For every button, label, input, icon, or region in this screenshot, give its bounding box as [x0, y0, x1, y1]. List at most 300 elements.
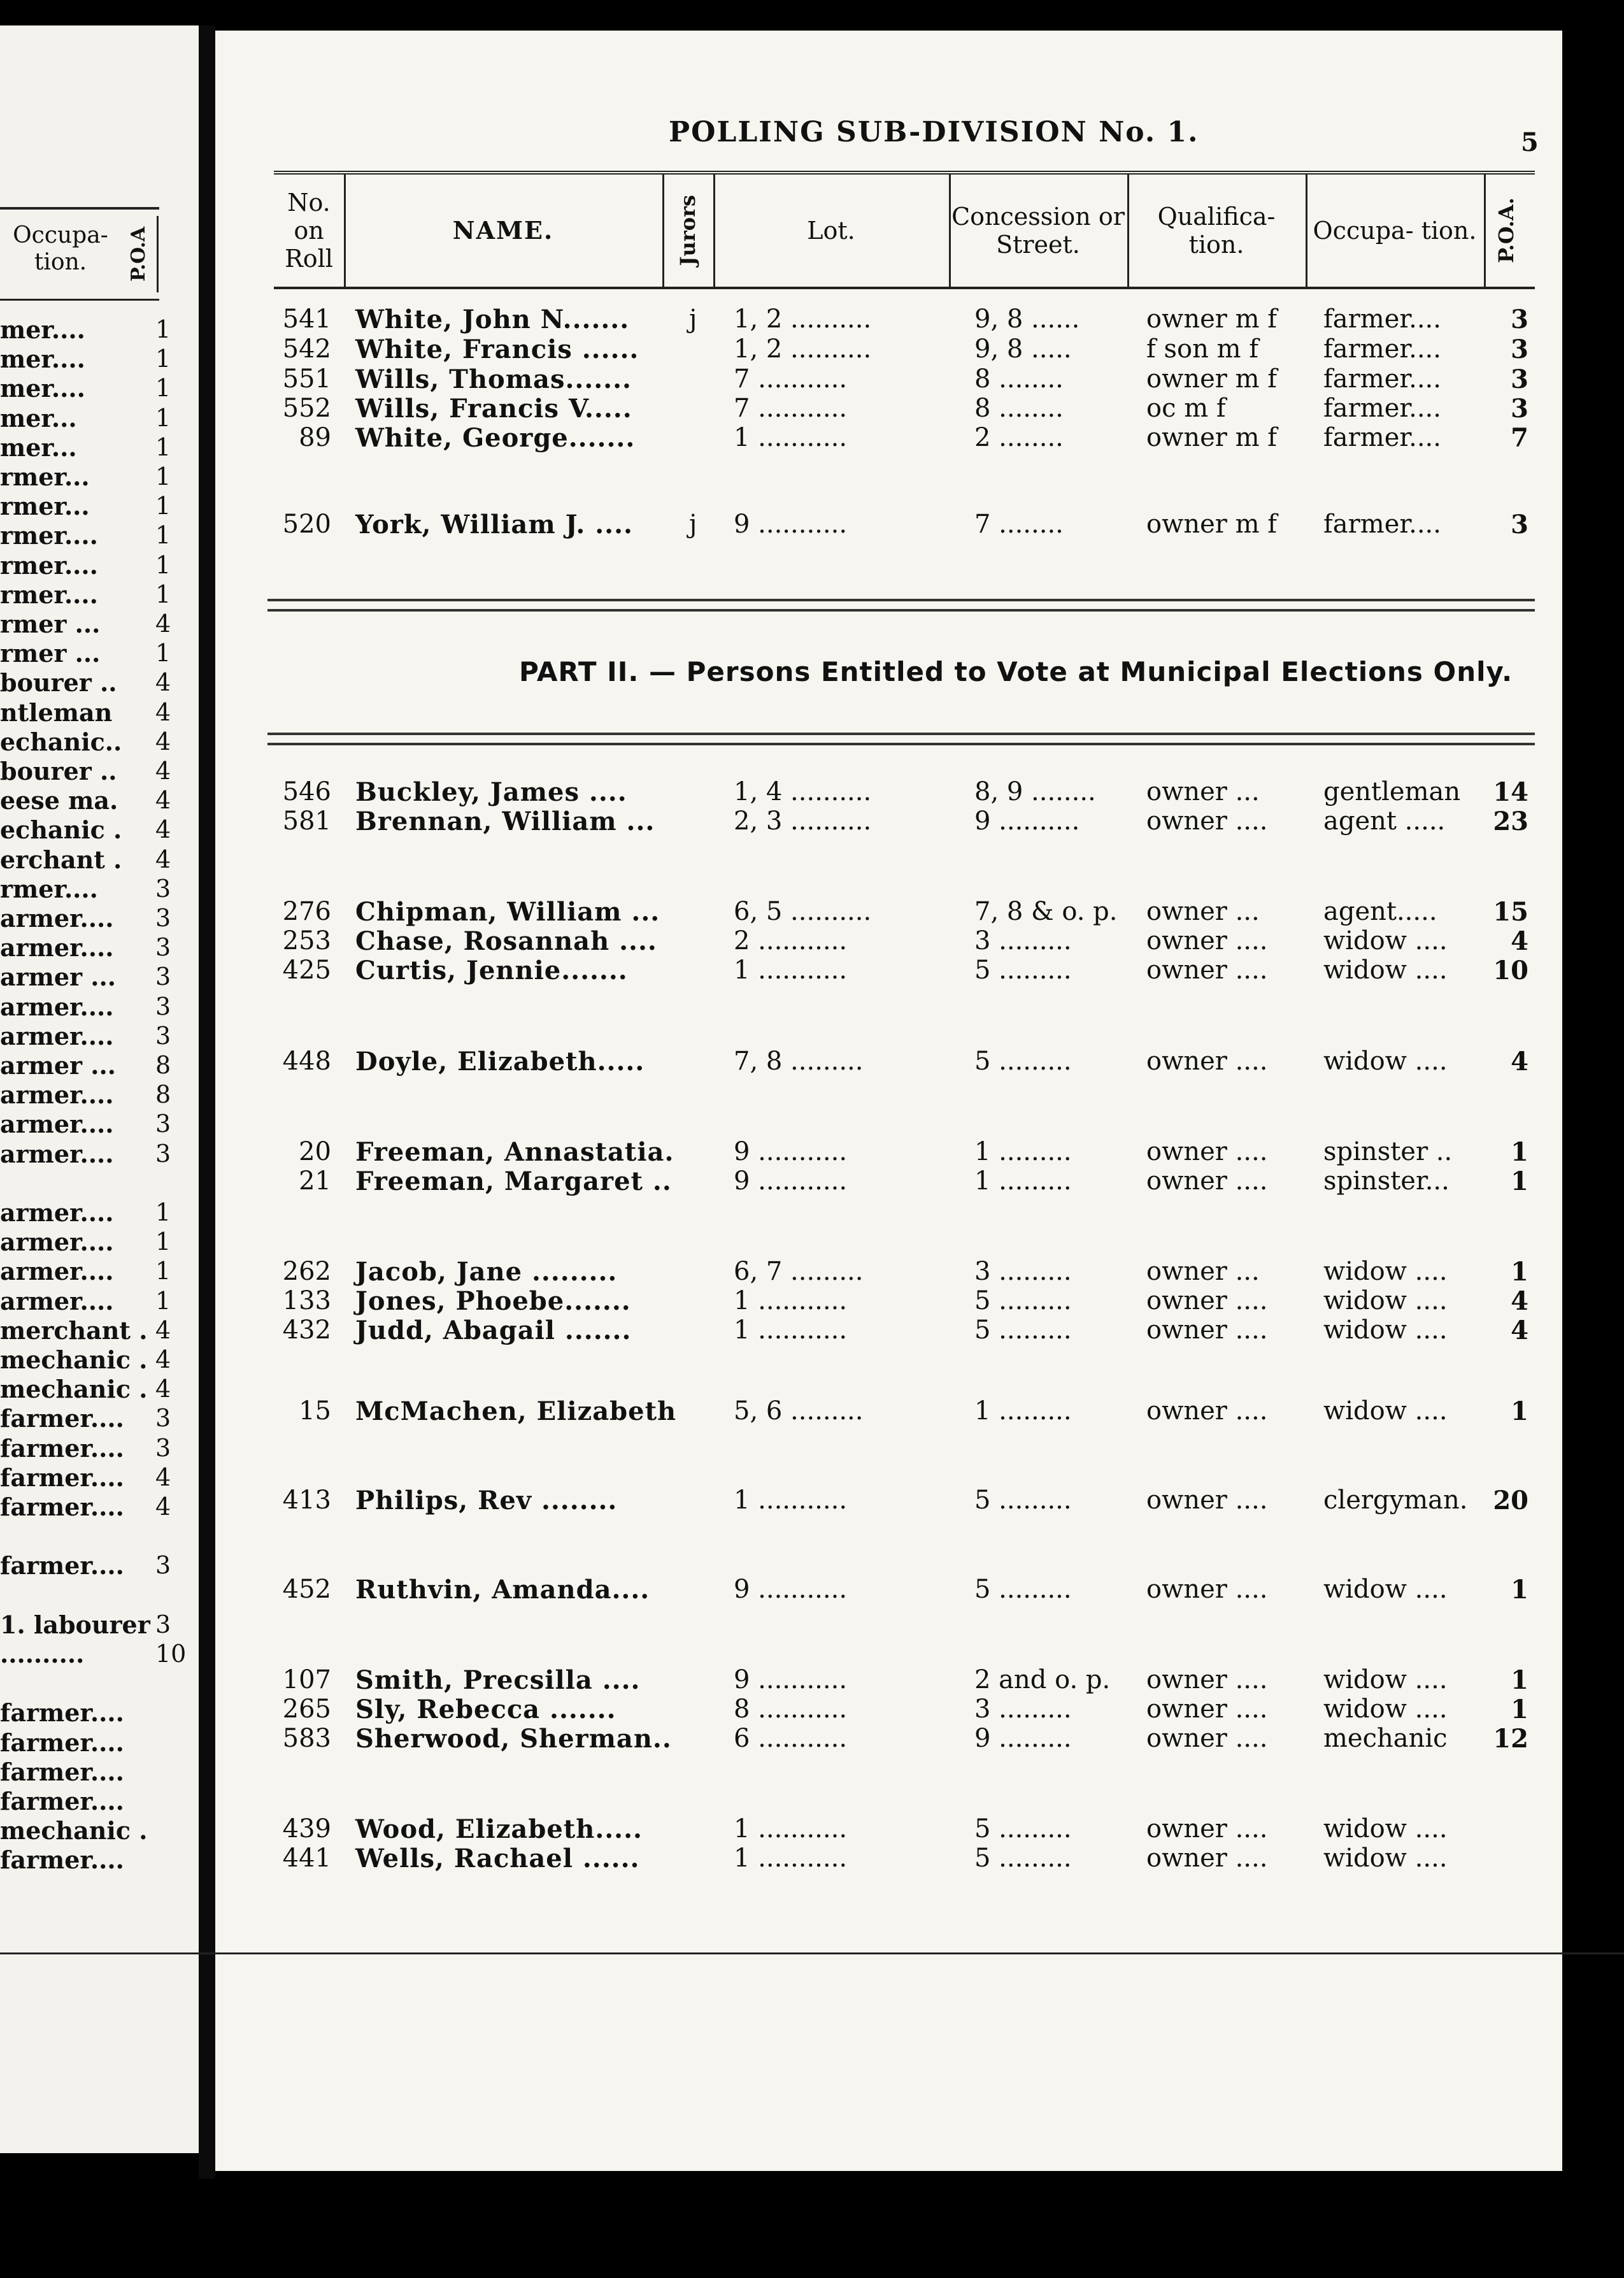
- left-table-header: [0, 207, 159, 301]
- left-poa: 3: [155, 1551, 171, 1580]
- left-occupation: mer....: [0, 345, 85, 374]
- left-poa: 3: [155, 1110, 171, 1138]
- voter-row: [274, 1844, 1535, 1873]
- left-poa: 4: [155, 815, 171, 844]
- left-row: [0, 1551, 191, 1580]
- left-occupation: armer....: [0, 1286, 114, 1315]
- left-poa: 1: [155, 315, 171, 343]
- left-occupation: farmer....: [0, 1728, 124, 1757]
- poa: 3: [1511, 334, 1528, 364]
- left-occupation: 1. labourer: [0, 1610, 150, 1639]
- roll-number: 262: [282, 1257, 331, 1286]
- occupation: widow ....: [1323, 1047, 1448, 1076]
- lot: 9 ...........: [734, 1166, 848, 1196]
- left-occupation: rmer...: [0, 462, 90, 491]
- left-row: [0, 1228, 191, 1257]
- left-poa: 4: [155, 727, 171, 756]
- lot: 8 ...........: [734, 1694, 848, 1724]
- left-poa: 4: [155, 845, 171, 873]
- left-row: [0, 492, 191, 521]
- left-row: [0, 1787, 191, 1816]
- juror-mark: j: [689, 510, 697, 539]
- left-row: [0, 1316, 191, 1345]
- voter-row: [274, 1575, 1535, 1604]
- concession: 1 .........: [974, 1137, 1072, 1166]
- concession: 3 .........: [974, 1694, 1072, 1724]
- concession: 5 .........: [974, 1047, 1072, 1076]
- left-row: [0, 1404, 191, 1433]
- lot: 1 ...........: [734, 956, 848, 985]
- left-row: [0, 1816, 191, 1845]
- page-title: POLLING SUB-DIVISION No. 1.: [669, 116, 1199, 148]
- qualification: owner ....: [1146, 1396, 1268, 1426]
- left-occupation: armer....: [0, 1021, 114, 1050]
- concession: 9 ..........: [974, 806, 1080, 836]
- left-occupation: rmer ...: [0, 610, 101, 638]
- header-poa: P.O.A.: [1494, 197, 1518, 264]
- roll-number: 15: [299, 1396, 331, 1426]
- voter-row: [274, 806, 1535, 836]
- qualification: owner ...: [1146, 1257, 1260, 1286]
- occupation: spinster ..: [1323, 1137, 1453, 1166]
- poa: 4: [1511, 926, 1528, 956]
- roll-number: 551: [282, 364, 331, 394]
- poa: 14: [1493, 777, 1528, 807]
- roll-number: 20: [299, 1137, 331, 1166]
- left-occupation: echanic .: [0, 815, 122, 845]
- voter-name: York, William J. ....: [355, 510, 633, 540]
- qualification: owner ....: [1146, 1166, 1268, 1196]
- left-row: [0, 1845, 191, 1875]
- left-poa: 1: [155, 403, 171, 432]
- left-row: [0, 1257, 191, 1286]
- poa: 3: [1511, 304, 1528, 334]
- qualification: owner ....: [1146, 1665, 1268, 1694]
- concession: 7, 8 & o. p.: [974, 897, 1118, 926]
- left-row: [0, 1669, 191, 1698]
- left-row: [0, 1698, 191, 1728]
- concession: 5 .........: [974, 1486, 1072, 1515]
- left-occupation: farmer....: [0, 1493, 124, 1521]
- concession: 2 ........: [974, 423, 1064, 452]
- left-row: [0, 1434, 191, 1463]
- voter-row: [274, 1137, 1535, 1166]
- concession: 5 .........: [974, 1575, 1072, 1604]
- left-occupation: farmer....: [0, 1433, 124, 1463]
- left-poa: 1: [155, 550, 171, 579]
- voter-row: [274, 1396, 1535, 1426]
- voter-row: [274, 777, 1535, 806]
- left-occupation: mechanic .: [0, 1375, 148, 1404]
- qualification: owner m f: [1146, 423, 1278, 452]
- left-poa: 4: [155, 786, 171, 815]
- left-poa: 3: [155, 1139, 171, 1168]
- poa: 1: [1511, 1694, 1528, 1724]
- left-row: [0, 992, 191, 1022]
- occupation: widow ....: [1323, 1814, 1448, 1844]
- occupation: mechanic: [1323, 1724, 1448, 1753]
- lot: 6 ...........: [734, 1724, 848, 1753]
- voter-name: Freeman, Margaret ..: [355, 1166, 672, 1196]
- left-row: [0, 580, 191, 610]
- book-gutter: [199, 25, 215, 2179]
- lot: 1 ...........: [734, 1844, 848, 1873]
- voter-name: Smith, Precsilla ....: [355, 1665, 641, 1695]
- voter-name: Chase, Rosannah ....: [355, 926, 657, 956]
- left-row: [0, 904, 191, 933]
- voter-row: [274, 1257, 1535, 1286]
- occupation: clergyman.: [1323, 1486, 1468, 1515]
- poa: 3: [1511, 510, 1528, 540]
- left-row: [0, 668, 191, 698]
- concession: 5 .........: [974, 1814, 1072, 1844]
- left-poa: 4: [155, 610, 171, 638]
- left-poa: 4: [155, 1463, 171, 1491]
- voter-row: [274, 423, 1535, 452]
- left-occupation: mechanic .: [0, 1816, 148, 1845]
- left-row: [0, 1728, 191, 1758]
- lot: 2 ...........: [734, 926, 848, 956]
- concession: 5 .........: [974, 1286, 1072, 1315]
- roll-number: 542: [282, 334, 331, 364]
- concession: 2 and o. p.: [974, 1665, 1111, 1694]
- left-row: [0, 551, 191, 580]
- left-occupation: armer ...: [0, 1051, 116, 1080]
- voter-name: Ruthvin, Amanda....: [355, 1575, 650, 1605]
- occupation: widow ....: [1323, 1575, 1448, 1604]
- left-occupation: farmer....: [0, 1463, 124, 1492]
- left-poa: 3: [155, 904, 171, 932]
- voter-row: [274, 510, 1535, 539]
- left-poa: 1: [155, 1228, 171, 1256]
- lot: 1, 2 ..........: [734, 304, 872, 334]
- left-occupation: echanic..: [0, 727, 122, 756]
- roll-number: 439: [282, 1814, 331, 1844]
- left-poa: 10: [155, 1640, 187, 1668]
- left-poa: 4: [155, 668, 171, 697]
- left-row: [0, 315, 191, 345]
- occupation: farmer....: [1323, 334, 1441, 364]
- occupation: farmer....: [1323, 423, 1441, 452]
- qualification: owner ....: [1146, 1694, 1268, 1724]
- left-row: [0, 1022, 191, 1051]
- roll-number: 552: [282, 394, 331, 423]
- voter-row: [274, 897, 1535, 926]
- left-row: [0, 639, 191, 668]
- voter-name: Buckley, James ....: [355, 777, 627, 807]
- qualification: owner ...: [1146, 897, 1260, 926]
- voter-name: Jacob, Jane .........: [355, 1257, 618, 1287]
- voter-name: White, Francis ......: [355, 334, 639, 364]
- left-poa: 1: [155, 521, 171, 550]
- roll-number: 107: [282, 1665, 331, 1694]
- left-row: [0, 1080, 191, 1110]
- left-row: [0, 521, 191, 550]
- occupation: agent .....: [1323, 806, 1446, 836]
- poa: 20: [1493, 1486, 1528, 1515]
- lot: 9 ...........: [734, 510, 848, 539]
- left-row: [0, 1375, 191, 1404]
- concession: 5 .........: [974, 1844, 1072, 1873]
- left-poa: 8: [155, 1080, 171, 1109]
- voter-name: Curtis, Jennie.......: [355, 956, 628, 985]
- left-row: [0, 1758, 191, 1787]
- roll-number: 276: [282, 897, 331, 926]
- concession: 3 .........: [974, 926, 1072, 956]
- lot: 1, 4 ..........: [734, 777, 872, 806]
- left-row: [0, 815, 191, 845]
- qualification: owner m f: [1146, 304, 1278, 334]
- left-poa: 1: [155, 492, 171, 520]
- occupation: widow ....: [1323, 1694, 1448, 1724]
- voter-name: Wood, Elizabeth.....: [355, 1814, 643, 1844]
- qualification: owner ....: [1146, 1844, 1268, 1873]
- left-row: [0, 875, 191, 904]
- concession: 8 ........: [974, 394, 1064, 423]
- left-occupation: merchant .: [0, 1315, 148, 1345]
- bottom-rule: [0, 1952, 1624, 1954]
- voter-name: Brennan, William ...: [355, 806, 655, 836]
- concession: 7 ........: [974, 510, 1064, 539]
- left-poa: 1: [155, 580, 171, 608]
- left-poa: 3: [155, 1021, 171, 1050]
- lot: 6, 5 ..........: [734, 897, 872, 926]
- left-poa-header: P.O.A: [127, 216, 159, 292]
- voter-row: [274, 334, 1535, 364]
- left-occupation: armer....: [0, 1198, 114, 1227]
- occupation: spinster...: [1323, 1166, 1449, 1196]
- left-row: [0, 1140, 191, 1169]
- qualification: owner ....: [1146, 1814, 1268, 1844]
- voter-name: Sherwood, Sherman..: [355, 1724, 672, 1754]
- voter-name: Doyle, Elizabeth.....: [355, 1047, 645, 1077]
- left-poa: 4: [155, 1315, 171, 1344]
- occupation: widow ....: [1323, 1286, 1448, 1315]
- qualification: owner ....: [1146, 1315, 1268, 1345]
- left-poa: 4: [155, 698, 171, 726]
- poa: 1: [1511, 1575, 1528, 1605]
- lot: 7 ...........: [734, 394, 848, 423]
- qualification: f son m f: [1146, 334, 1259, 364]
- voter-row: [274, 394, 1535, 423]
- left-occupation: armer....: [0, 1080, 114, 1110]
- header-concession: Concession or Street.: [949, 175, 1129, 287]
- poa: 4: [1511, 1315, 1528, 1345]
- juror-mark: j: [689, 304, 697, 334]
- lot: 9 ...........: [734, 1137, 848, 1166]
- concession: 9 .........: [974, 1724, 1072, 1753]
- left-occupation: farmer....: [0, 1404, 124, 1433]
- lot: 1, 2 ..........: [734, 334, 872, 364]
- concession: 3 .........: [974, 1257, 1072, 1286]
- qualification: owner ....: [1146, 1286, 1268, 1315]
- lot: 1 ...........: [734, 1814, 848, 1844]
- concession: 1 .........: [974, 1396, 1072, 1426]
- header-roll: No. on Roll: [274, 175, 346, 287]
- voter-name: Wills, Francis V.....: [355, 394, 632, 424]
- poa: 3: [1511, 364, 1528, 394]
- occupation: farmer....: [1323, 394, 1441, 423]
- occupation: widow ....: [1323, 956, 1448, 985]
- voter-row: [274, 304, 1535, 334]
- left-row: [0, 757, 191, 786]
- left-occupation: erchant .: [0, 845, 122, 874]
- roll-number: 265: [282, 1694, 331, 1724]
- left-occupation: armer ...: [0, 963, 116, 992]
- qualification: owner ...: [1146, 777, 1260, 806]
- table-header: [274, 171, 1535, 289]
- left-occupation: mer...: [0, 433, 77, 462]
- voter-row: [274, 1665, 1535, 1694]
- voter-name: Chipman, William ...: [355, 897, 660, 927]
- occupation: farmer....: [1323, 510, 1441, 539]
- left-occupation: bourer ..: [0, 668, 117, 698]
- left-row: [0, 786, 191, 815]
- left-row: [0, 610, 191, 639]
- left-poa: 3: [155, 1610, 171, 1638]
- concession: 1 .........: [974, 1166, 1072, 1196]
- left-row: [0, 1051, 191, 1080]
- roll-number: 425: [282, 956, 331, 985]
- left-occupation: ntleman: [0, 698, 113, 727]
- left-row: [0, 462, 191, 492]
- roll-number: 441: [282, 1844, 331, 1873]
- left-row: [0, 727, 191, 757]
- occupation: farmer....: [1323, 364, 1441, 394]
- left-occupation: mer...: [0, 403, 77, 433]
- voter-row: [274, 956, 1535, 985]
- qualification: owner ....: [1146, 926, 1268, 956]
- voter-name: White, George.......: [355, 423, 636, 453]
- section-divider: [267, 599, 1535, 612]
- left-poa: 4: [155, 1375, 171, 1403]
- left-poa: 4: [155, 1345, 171, 1373]
- lot: 1 ...........: [734, 423, 848, 452]
- left-row: [0, 374, 191, 403]
- occupation: gentleman: [1323, 777, 1461, 806]
- lot: 1 ...........: [734, 1486, 848, 1515]
- left-poa: 3: [155, 1404, 171, 1433]
- qualification: owner ....: [1146, 806, 1268, 836]
- header-name: NAME.: [344, 175, 664, 287]
- lot: 7, 8 .........: [734, 1047, 864, 1076]
- roll-number: 253: [282, 926, 331, 956]
- left-occupation: armer....: [0, 992, 114, 1021]
- qualification: owner ....: [1146, 1137, 1268, 1166]
- left-row: [0, 963, 191, 992]
- concession: 5 .........: [974, 1315, 1072, 1345]
- left-row: [0, 1287, 191, 1316]
- left-occupation: farmer....: [0, 1787, 124, 1816]
- voter-row: [274, 1694, 1535, 1724]
- roll-number: 133: [282, 1286, 331, 1315]
- poa: 1: [1511, 1137, 1528, 1167]
- header-occupation: Occupa- tion.: [1306, 175, 1486, 287]
- occupation: widow ....: [1323, 1315, 1448, 1345]
- poa: 4: [1511, 1047, 1528, 1077]
- concession: 8, 9 ........: [974, 777, 1096, 806]
- voter-name: Wells, Rachael ......: [355, 1844, 640, 1873]
- left-poa: 4: [155, 1493, 171, 1521]
- occupation: widow ....: [1323, 1396, 1448, 1426]
- lot: 9 ...........: [734, 1665, 848, 1694]
- voter-name: Jones, Phoebe.......: [355, 1286, 631, 1316]
- left-poa: 3: [155, 992, 171, 1021]
- left-occupation: mechanic .: [0, 1345, 148, 1374]
- left-occupation: farmer....: [0, 1551, 124, 1580]
- qualification: owner m f: [1146, 364, 1278, 394]
- left-occupation: armer....: [0, 904, 114, 933]
- voter-name: McMachen, Elizabeth: [355, 1396, 677, 1426]
- left-occupation: rmer....: [0, 580, 98, 609]
- left-occupation: armer....: [0, 1110, 114, 1139]
- poa: 1: [1511, 1166, 1528, 1196]
- left-poa: 4: [155, 757, 171, 785]
- left-row: [0, 1463, 191, 1493]
- voter-name: Freeman, Annastatia.: [355, 1137, 674, 1167]
- voter-row: [274, 364, 1535, 394]
- header-jurors: Jurors: [662, 175, 715, 287]
- voter-row: [274, 1166, 1535, 1196]
- poa: 1: [1511, 1396, 1528, 1426]
- roll-number: 546: [282, 777, 331, 806]
- left-row: [0, 1345, 191, 1375]
- left-occupation: ..........: [0, 1640, 85, 1668]
- roll-number: 583: [282, 1724, 331, 1753]
- lot: 6, 7 .........: [734, 1257, 864, 1286]
- lot: 9 ...........: [734, 1575, 848, 1604]
- lot: 1 ...........: [734, 1315, 848, 1345]
- section-divider: [267, 733, 1535, 745]
- left-occupation: farmer....: [0, 1698, 124, 1728]
- concession: 5 .........: [974, 956, 1072, 985]
- poa: 10: [1493, 956, 1528, 985]
- roll-number: 448: [282, 1047, 331, 1076]
- page-number: 5: [1521, 127, 1539, 157]
- left-occupation: farmer....: [0, 1845, 124, 1875]
- left-occupation: rmer ...: [0, 639, 101, 668]
- left-row: [0, 1640, 191, 1669]
- roll-number: 581: [282, 806, 331, 836]
- left-poa: 3: [155, 874, 171, 903]
- occupation: farmer....: [1323, 304, 1441, 334]
- left-occupation-header: Occupa- tion.: [13, 222, 108, 275]
- poa: 4: [1511, 1286, 1528, 1316]
- qualification: owner ....: [1146, 1724, 1268, 1753]
- roll-number: 520: [282, 510, 331, 539]
- occupation: agent.....: [1323, 897, 1437, 926]
- voter-row: [274, 1286, 1535, 1315]
- roll-number: 432: [282, 1315, 331, 1345]
- lot: 2, 3 ..........: [734, 806, 872, 836]
- roll-number: 541: [282, 304, 331, 334]
- poa: 3: [1511, 394, 1528, 424]
- poa: 1: [1511, 1257, 1528, 1287]
- concession: 8 ........: [974, 364, 1064, 394]
- left-row: [0, 433, 191, 462]
- left-poa: 3: [155, 963, 171, 991]
- roll-number: 21: [299, 1166, 331, 1196]
- left-row: [0, 404, 191, 433]
- left-occupation: mer....: [0, 374, 85, 403]
- left-occupation: bourer ..: [0, 757, 117, 785]
- left-occupation: armer....: [0, 1257, 114, 1286]
- left-row: [0, 1198, 191, 1228]
- left-occupation: rmer...: [0, 492, 90, 521]
- lot: 1 ...........: [734, 1286, 848, 1315]
- qualification: owner ....: [1146, 956, 1268, 985]
- occupation: widow ....: [1323, 1844, 1448, 1873]
